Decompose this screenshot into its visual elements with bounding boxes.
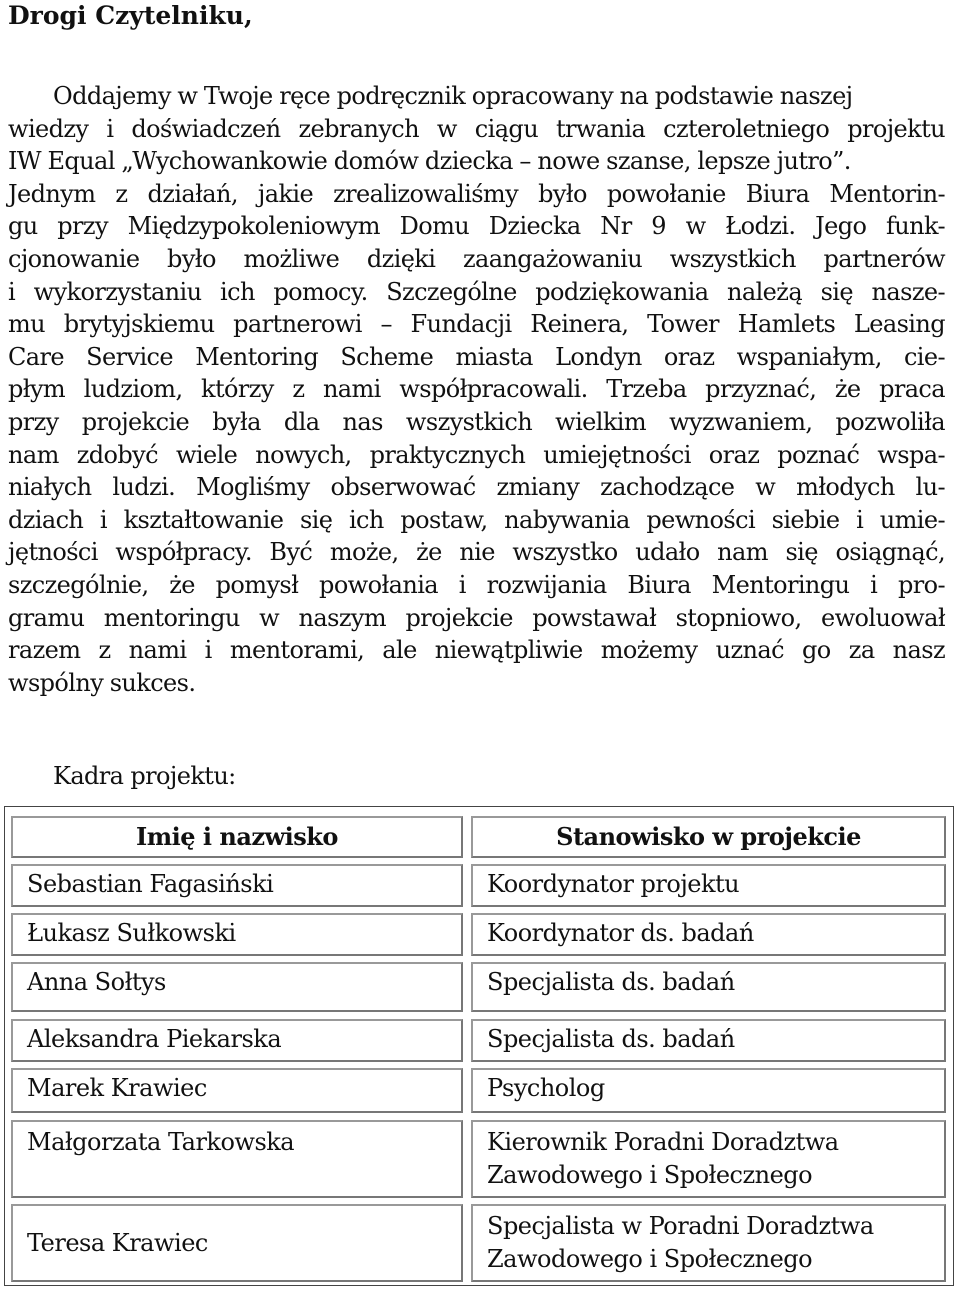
body-line: Care Service Mentoring Scheme miasta Londyn oraz wspaniałym, cie-: [8, 342, 945, 371]
body-line: Oddajemy w Twoje ręce podręcznik opracowany na podstawie naszej: [53, 82, 853, 110]
person-role: Zawodowego i Społecznego: [487, 1245, 813, 1273]
header-label: Imię i nazwisko: [136, 822, 338, 851]
table-header-cell-role: [471, 816, 946, 858]
table-cell-name: [11, 913, 463, 956]
person-role: Koordynator ds. badań: [487, 919, 754, 947]
table-cell-name: [11, 1204, 463, 1282]
table-cell-role: [471, 962, 946, 1012]
body-line: mu brytyjskiemu partnerowi – Fundacji Reinera, Tower Hamlets Leasing: [8, 310, 945, 339]
table-header-cell-name: [11, 816, 463, 858]
body-line: dziach i kształtowanie się ich postaw, nabywania pewności siebie i umie-: [8, 505, 945, 534]
person-role: Koordynator projektu: [487, 870, 740, 898]
header-label: Stanowisko w projekcie: [556, 822, 861, 851]
person-role: Specjalista w Poradni Doradztwa: [487, 1212, 874, 1240]
staff-table-caption: Kadra projektu:: [53, 762, 236, 790]
body-line: IW Equal „Wychowankowie domów dziecka – nowe szanse, lepsze jutro”.: [8, 147, 851, 176]
table-cell-name: [11, 864, 463, 907]
person-role: Specjalista ds. badań: [487, 1025, 735, 1053]
table-cell-role: [471, 1120, 946, 1198]
body-line: płym ludziom, którzy z nami współpracowali. Trzeba przyznać, że praca: [8, 375, 945, 404]
body-line: nam zdobyć wiele nowych, praktycznych umiejętności oraz poznać wspa-: [8, 440, 945, 469]
body-line: niałych ludzi. Mogliśmy obserwować zmiany zachodzące w młodych lu-: [8, 473, 945, 502]
table-cell-name: [11, 1120, 463, 1198]
letter-greeting: Drogi Czytelniku,: [8, 1, 253, 30]
person-role: Kierownik Poradni Doradztwa: [487, 1128, 839, 1156]
body-line: i wykorzystaniu ich pomocy. Szczególne podziękowania należą się nasze-: [8, 277, 945, 306]
body-line: jętności współpracy. Być może, że nie wszystko udało nam się osiągnąć,: [8, 538, 945, 567]
body-line: Jednym z działań, jakie zrealizowaliśmy było powołanie Biura Mentorin-: [8, 179, 945, 208]
person-name: Sebastian Fagasiński: [27, 870, 274, 898]
body-line: wiedzy i doświadczeń zebranych w ciągu trwania czteroletniego projektu: [8, 114, 945, 143]
body-line: wspólny sukces.: [8, 668, 196, 697]
person-name: Marek Krawiec: [27, 1074, 207, 1102]
person-role: Psycholog: [487, 1074, 605, 1102]
body-line: cjonowanie było możliwe dzięki zaangażowaniu wszystkich partnerów: [8, 244, 945, 273]
body-line: szczególnie, że pomysł powołania i rozwijania Biura Mentoringu i pro-: [8, 570, 945, 599]
table-cell-role: [471, 1204, 946, 1282]
body-line: gu przy Międzypokoleniowym Domu Dziecka Nr 9 w Łodzi. Jego funk-: [8, 212, 945, 241]
person-role: Zawodowego i Społecznego: [487, 1161, 813, 1189]
body-line: razem z nami i mentorami, ale niewątpliwie możemy uznać go za nasz: [8, 636, 945, 665]
table-cell-name: [11, 1068, 463, 1113]
table-cell-name: [11, 962, 463, 1012]
person-name: Anna Sołtys: [27, 968, 166, 996]
table-cell-role: [471, 913, 946, 956]
body-line: przy projekcie była dla nas wszystkich wielkim wyzwaniem, pozwoliła: [8, 407, 945, 436]
table-cell-role: [471, 864, 946, 907]
table-cell-role: [471, 1019, 946, 1062]
person-role: Specjalista ds. badań: [487, 968, 735, 996]
table-cell-name: [11, 1019, 463, 1062]
person-name: Łukasz Sułkowski: [27, 919, 236, 947]
person-name: Teresa Krawiec: [27, 1229, 208, 1257]
person-name: Aleksandra Piekarska: [27, 1025, 282, 1053]
person-name: Małgorzata Tarkowska: [27, 1128, 295, 1156]
letter-body: [8, 80, 945, 699]
table-cell-role: [471, 1068, 946, 1113]
body-line: gramu mentoringu w naszym projekcie powstawał stopniowo, ewoluował: [8, 603, 945, 632]
